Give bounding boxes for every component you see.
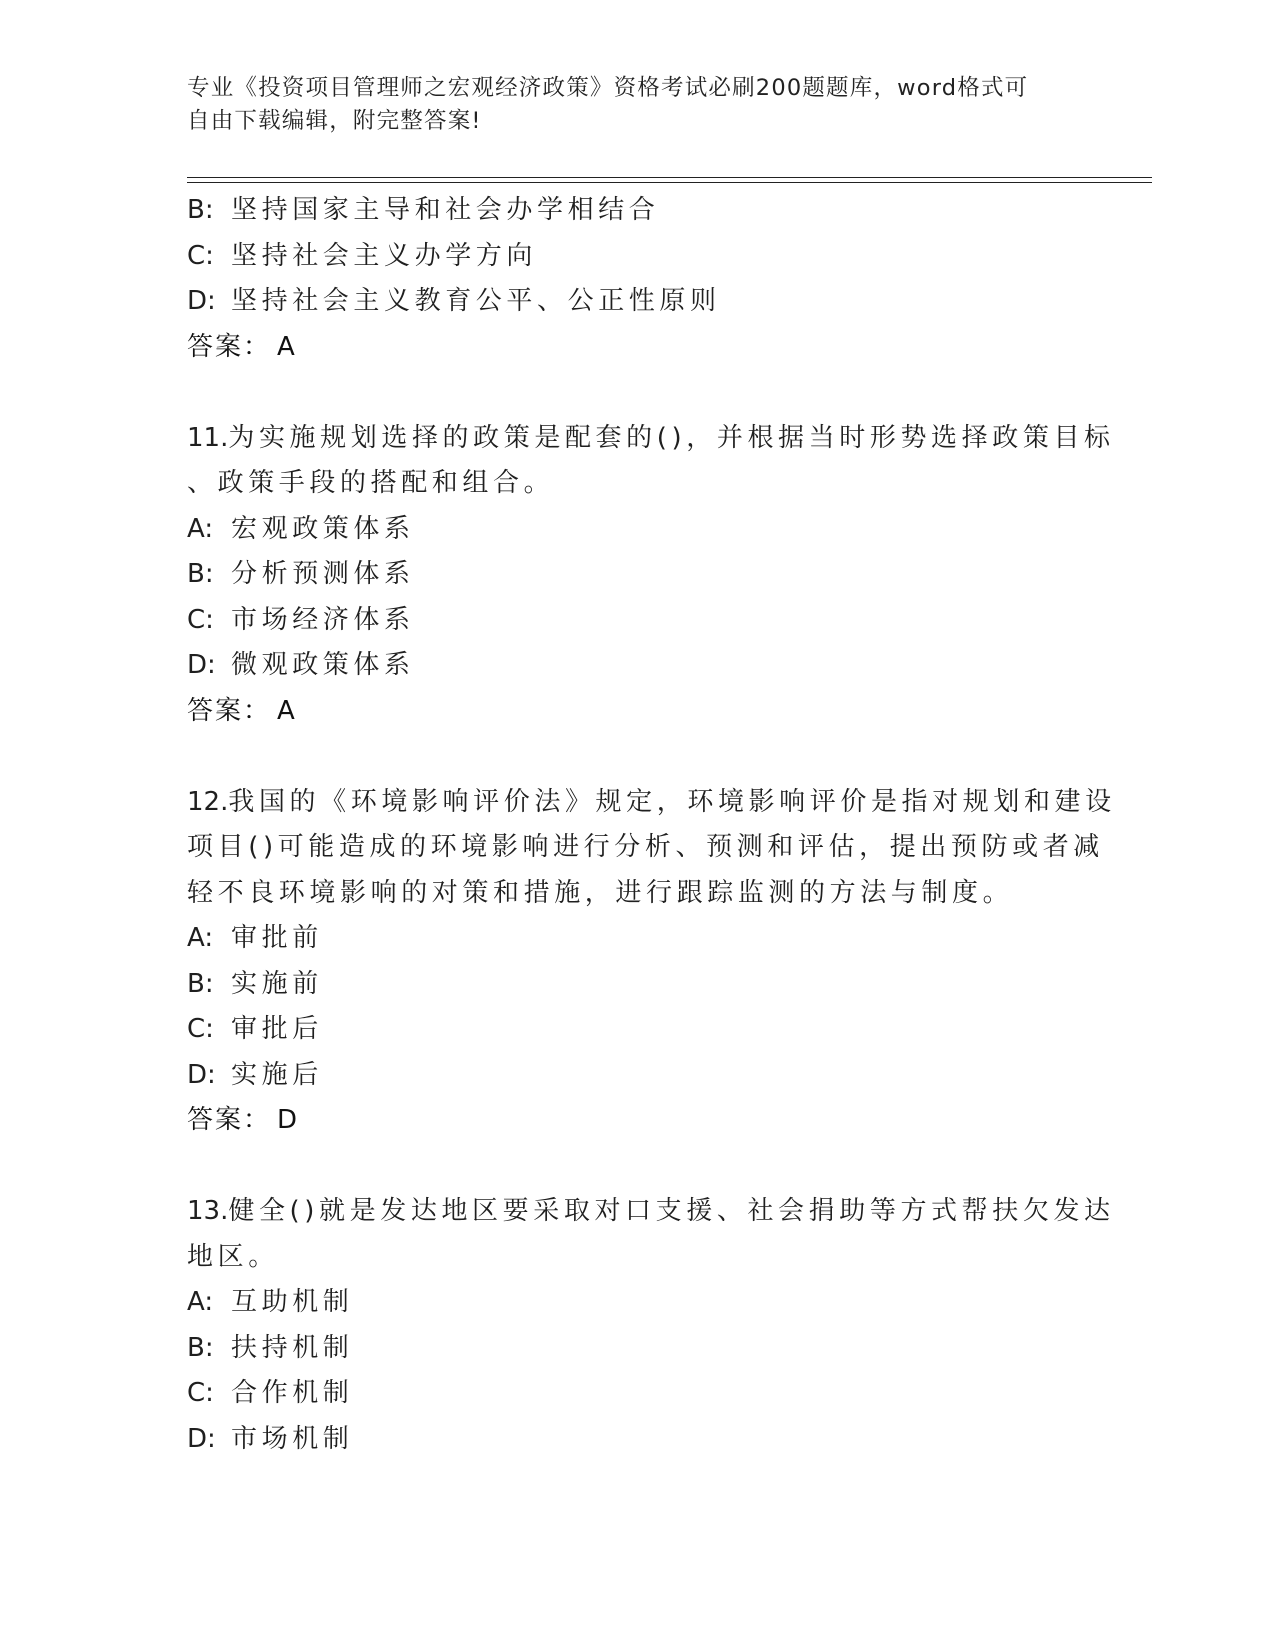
option-text: 合作机制 — [231, 1378, 354, 1408]
answer-label: 答案： — [187, 331, 272, 362]
option-letter: A: — [187, 513, 214, 544]
question-stem-continued: 、政策手段的搭配和组合。 — [187, 468, 555, 498]
option-a — [187, 916, 1087, 962]
answer-value: A — [277, 331, 297, 362]
question-block-13 — [187, 1189, 1115, 1462]
question-block-11 — [187, 416, 1115, 735]
answer-label: 答案： — [187, 695, 272, 726]
question-stem — [187, 780, 1116, 826]
answer-label: 答案： — [187, 1105, 272, 1135]
option-c — [187, 1371, 1087, 1417]
option-text: 坚持社会主义教育公平、公正性原则 — [231, 286, 721, 316]
option-c — [187, 598, 1087, 644]
option-letter: D: — [187, 650, 216, 680]
option-d — [187, 1417, 1087, 1463]
question-content — [187, 188, 1116, 1462]
option-b — [187, 1326, 1087, 1372]
answer-value: A — [277, 695, 297, 726]
option-letter: B: — [187, 195, 214, 225]
option-text: 实施后 — [231, 1059, 323, 1090]
option-letter: C: — [187, 240, 214, 271]
question-number: 12. — [187, 786, 229, 817]
option-text: 坚持国家主导和社会办学相结合 — [231, 195, 660, 225]
option-text: 审批后 — [231, 1014, 323, 1044]
spacer — [187, 734, 1087, 780]
question-number: 11. — [187, 422, 229, 453]
option-letter: A: — [187, 1287, 214, 1317]
page-header — [187, 72, 1067, 138]
option-a — [187, 507, 1087, 553]
spacer — [187, 1144, 1087, 1190]
option-letter: B: — [187, 968, 214, 999]
option-letter: B: — [187, 559, 214, 589]
option-text: 坚持社会主义办学方向 — [231, 240, 538, 271]
answer-line — [187, 689, 1087, 735]
stem-text: 健全()就是发达地区要采取对口支援、社会捐助等方式帮扶欠发达 — [228, 1196, 1115, 1226]
option-c — [187, 1007, 1087, 1053]
option-letter: B: — [187, 1332, 214, 1363]
header-rule-top — [187, 177, 1152, 178]
option-letter: D: — [187, 1423, 216, 1454]
header-rule-bottom — [187, 182, 1152, 183]
question-number: 13. — [187, 1196, 229, 1226]
question-stem — [187, 1189, 1115, 1235]
answer-line — [187, 1098, 1087, 1144]
option-letter: C: — [187, 1014, 214, 1044]
stem-text: 为实施规划选择的政策是配套的()，并根据当时形势选择政策目标 — [228, 422, 1115, 453]
header-line-1: 专业《投资项目管理师之宏观经济政策》资格考试必刷200题题库，word格式可 — [187, 75, 1029, 101]
option-letter: D: — [187, 1059, 216, 1090]
option-letter: A: — [187, 923, 214, 953]
option-text: 市场经济体系 — [231, 604, 415, 635]
answer-value: D — [277, 1105, 300, 1135]
option-letter: C: — [187, 604, 214, 635]
option-c — [187, 234, 1087, 280]
question-block-prev — [187, 188, 1087, 370]
header-line-2: 自由下载编辑，附完整答案! — [187, 108, 482, 134]
option-d — [187, 279, 1087, 325]
option-text: 微观政策体系 — [231, 650, 415, 680]
option-text: 宏观政策体系 — [231, 513, 415, 544]
option-text: 扶持机制 — [231, 1332, 354, 1363]
question-stem — [187, 416, 1115, 462]
spacer — [187, 370, 1087, 416]
option-text: 市场机制 — [231, 1423, 354, 1454]
option-letter: D: — [187, 286, 216, 316]
option-b — [187, 962, 1087, 1008]
stem-text: 我国的《环境影响评价法》规定，环境影响评价是指对规划和建设 — [228, 786, 1116, 817]
question-stem-continued: 项目()可能造成的环境影响进行分析、预测和评估，提出预防或者减 — [187, 832, 1104, 862]
option-letter: C: — [187, 1378, 214, 1408]
option-text: 实施前 — [231, 968, 323, 999]
question-stem-continued: 地区。 — [187, 1241, 279, 1272]
option-text: 互助机制 — [231, 1287, 354, 1317]
option-d — [187, 1053, 1087, 1099]
option-text: 审批前 — [231, 923, 323, 953]
option-text: 分析预测体系 — [231, 559, 415, 589]
question-block-12 — [187, 780, 1116, 1144]
answer-line — [187, 325, 1087, 371]
question-stem-continued: 轻不良环境影响的对策和措施，进行跟踪监测的方法与制度。 — [187, 877, 1014, 908]
option-d — [187, 643, 1087, 689]
option-b — [187, 552, 1087, 598]
option-b — [187, 188, 1087, 234]
option-a — [187, 1280, 1087, 1326]
